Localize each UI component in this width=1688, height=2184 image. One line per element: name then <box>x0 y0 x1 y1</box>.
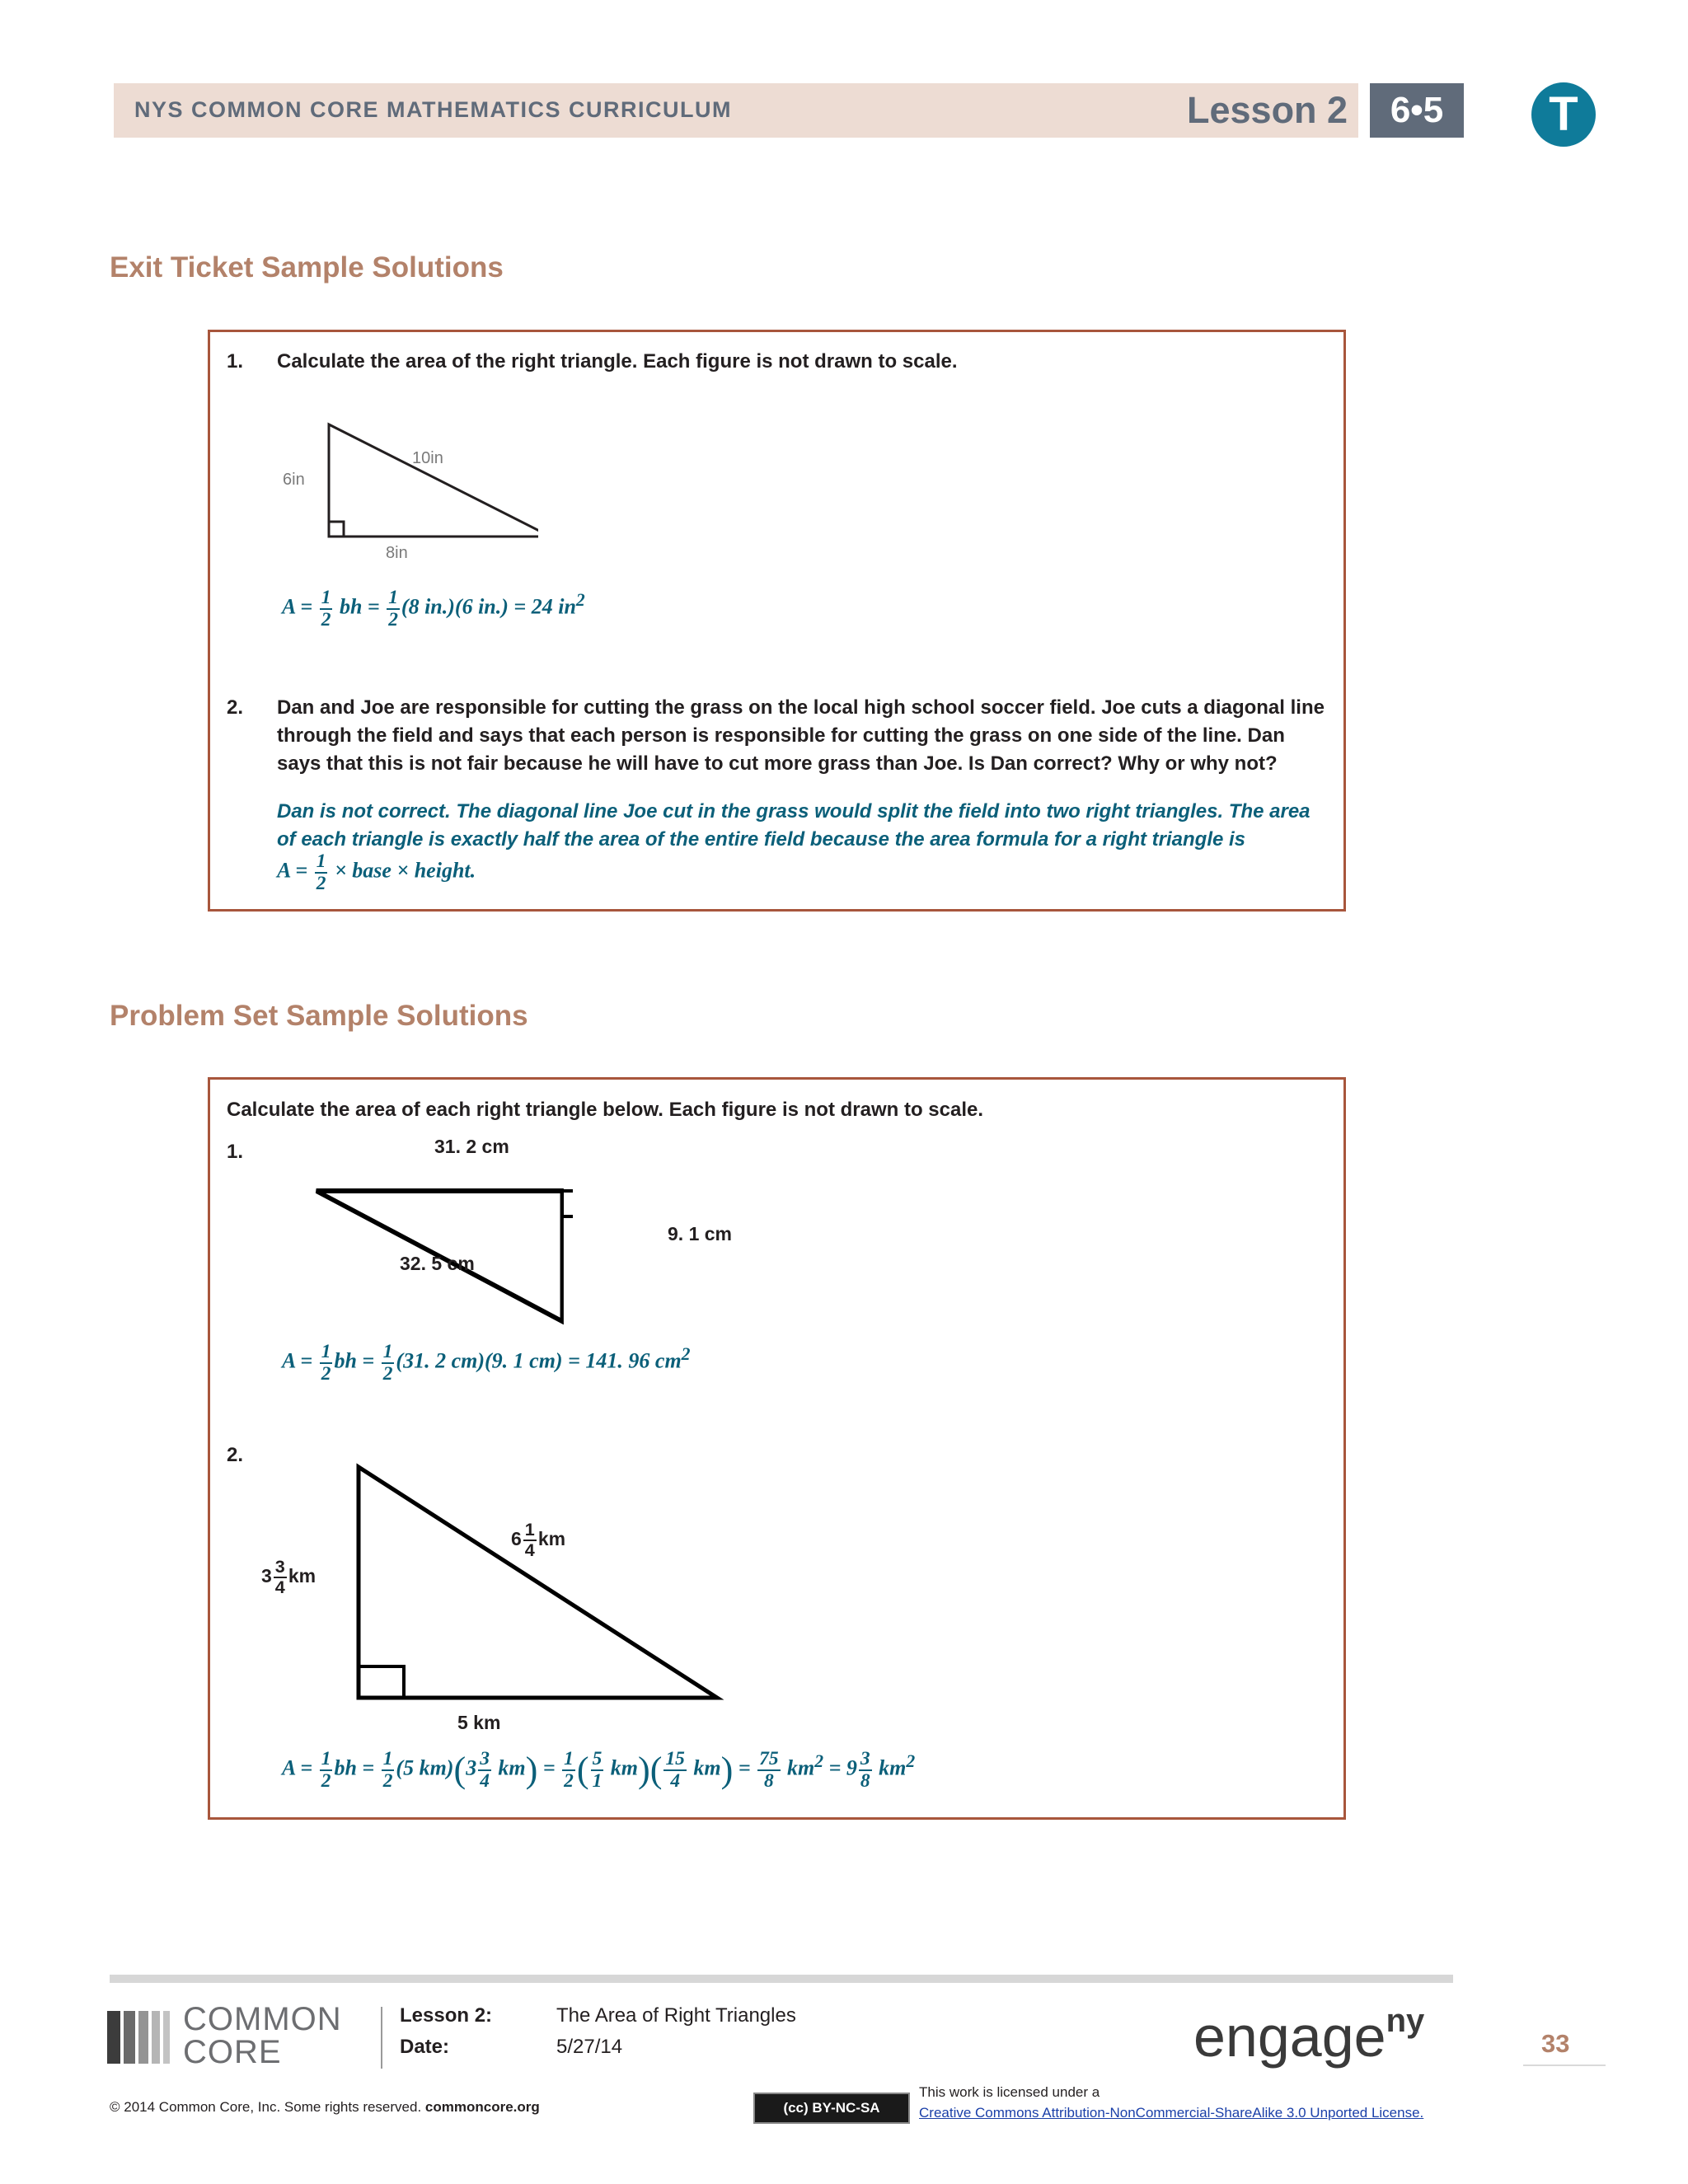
p2-height-label: 3 $\frac{3}{4}$ km <box>261 1556 316 1597</box>
footer-date-label: Date: <box>400 2036 450 2058</box>
p2-number: 2. <box>227 1444 244 1466</box>
lesson-label: Lesson 2 <box>1187 89 1348 131</box>
p2-answer: A = $\frac{1}{2}$ bh = $\frac{1}{2}$ (5 km)(3 $\frac{3}{4}$ km) = $\frac{1}{2}$ ( $\frac{5}{1}$ km)( $\frac{15}{4}$ km) = $\frac{75}{8}$ $km^2 = 9$ $\frac{3}{8}$ $km^2$ <box>282 1748 916 1792</box>
footer-rule <box>110 1975 1453 1983</box>
p1-right-label: 9. 1 cm <box>668 1223 732 1244</box>
p1-answer: A = $\frac{1}{2}$ bh = $\frac{1}{2}$ (31. 2 cm)(9. 1 cm) = 141. 96 $cm^2$ <box>282 1341 691 1385</box>
footer-lesson-title: The Area of Right Triangles <box>556 2004 796 2027</box>
q1-base-label: 8in <box>386 544 408 562</box>
p1-hyp-label: 32. 5 cm <box>400 1253 475 1274</box>
problem-set-box <box>208 1077 1346 1820</box>
problem-set-intro: Calculate the area of each right triangle below. Each figure is not drawn to scale. <box>227 1099 983 1121</box>
q2-answer-text: Dan is not correct. The diagonal line Joe cut in the grass would split the field into two right triangles. The area of each triangle is exactly half the area of the entire field because the area formula for a right triangle is <box>277 800 1311 851</box>
common-core-wordmark: COMMON CORE <box>183 2001 342 2070</box>
problem-set-title: Problem Set Sample Solutions <box>110 1000 528 1032</box>
grade-module-badge: 6•5 <box>1370 83 1464 138</box>
copyright-notice: © 2014 Common Core, Inc. Some rights reserved. commoncore.org <box>110 2099 540 2115</box>
p1-number: 1. <box>227 1141 244 1163</box>
exit-ticket-box <box>208 330 1346 912</box>
q2-number: 2. <box>227 696 244 719</box>
p2-base-label: 5 km <box>457 1712 501 1733</box>
footer-date-value: 5/27/14 <box>556 2036 623 2058</box>
p2-triangle-figure <box>350 1459 729 1706</box>
cc-license-badge-icon: (cc) BY-NC-SA <box>753 2093 910 2124</box>
teacher-badge-icon: T <box>1531 82 1596 147</box>
curriculum-title: NYS COMMON CORE MATHEMATICS CURRICULUM <box>134 97 732 122</box>
q1-answer: A = $\frac{1}{2}$ bh = $\frac{1}{2}$ (8 in.)(6 in.) = 24 $in^2$ <box>282 587 585 630</box>
footer-separator <box>381 2007 382 2069</box>
footer-lesson-label: Lesson 2: <box>400 2004 493 2027</box>
license-intro: This work is licensed under a <box>919 2084 1100 2100</box>
license-link[interactable]: Creative Commons Attribution-NonCommercial-ShareAlike 3.0 Unported License. <box>919 2105 1424 2121</box>
q2-text: Dan and Joe are responsible for cutting the grass on the local high school soccer field. Joe cuts a diagonal line through the field and says that each person is responsible for cutting the grass on one side of the line. Dan says that this is not fair because he will have to cut more grass than Joe. Is Dan correct? Why or why not? <box>277 696 1325 775</box>
q1-hyp-label: 10in <box>412 449 443 467</box>
exit-ticket-title: Exit Ticket Sample Solutions <box>110 251 504 284</box>
q1-height-label: 6in <box>283 471 305 489</box>
common-core-logo-icon <box>107 2011 173 2064</box>
page-number: 33 <box>1541 2029 1570 2058</box>
q1-number: 1. <box>227 350 244 373</box>
page-number-rule <box>1523 2064 1606 2066</box>
q2-answer-formula: A = $\frac{1}{2}$ × base × height. <box>277 851 476 894</box>
p1-top-label: 31. 2 cm <box>434 1136 509 1157</box>
q1-text: Calculate the area of the right triangle. Each figure is not drawn to scale. <box>277 350 958 373</box>
p2-hyp-label: 6 $\frac{1}{4}$ km <box>511 1519 566 1560</box>
copyright-site-link[interactable]: commoncore.org <box>424 2099 540 2115</box>
engageny-logo: engage$^{ny}$ <box>1193 2003 1425 2069</box>
